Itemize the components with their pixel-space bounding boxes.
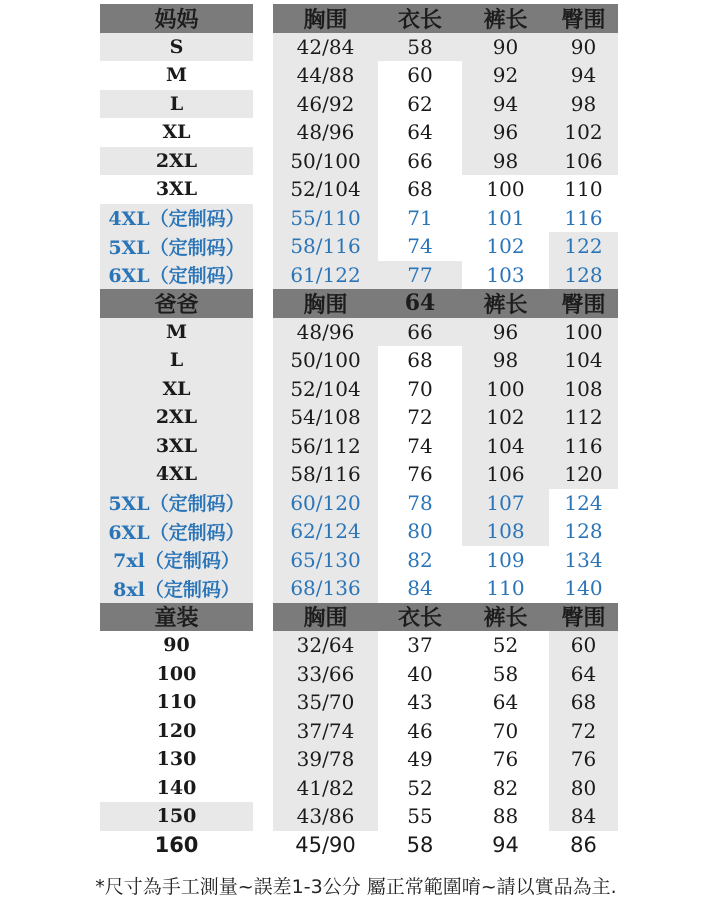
chest-cell: 37/74 <box>273 717 378 746</box>
chest-cell: 61/122 <box>273 261 378 290</box>
size-cell: 6XL（定制码） <box>100 261 253 290</box>
hip-cell: 72 <box>549 717 618 746</box>
dad-header-pants: 裤长 <box>462 289 549 318</box>
length-cell: 40 <box>378 660 462 689</box>
dad-header-row <box>100 289 618 318</box>
size-cell: 110 <box>100 688 253 717</box>
length-cell: 76 <box>378 460 462 489</box>
pants-cell: 100 <box>462 375 549 404</box>
size-cell: 5XL（定制码） <box>100 489 253 518</box>
length-cell: 68 <box>378 346 462 375</box>
hip-cell: 116 <box>549 204 618 233</box>
size-cell: 3XL <box>100 432 253 461</box>
pants-cell: 103 <box>462 261 549 290</box>
table-row <box>100 346 618 375</box>
table-row <box>100 489 618 518</box>
pants-cell: 98 <box>462 147 549 176</box>
chest-cell: 65/130 <box>273 546 378 575</box>
table-row <box>100 232 618 261</box>
hip-cell: 140 <box>549 574 618 603</box>
mom-header-category: 妈妈 <box>100 4 253 33</box>
pants-cell: 101 <box>462 204 549 233</box>
table-row <box>100 61 618 90</box>
size-cell: 3XL <box>100 175 253 204</box>
kids-header-row <box>100 603 618 632</box>
table-row <box>100 460 618 489</box>
table-row <box>100 574 618 603</box>
chest-cell: 52/104 <box>273 175 378 204</box>
chest-cell: 60/120 <box>273 489 378 518</box>
length-cell: 74 <box>378 432 462 461</box>
hip-cell: 108 <box>549 375 618 404</box>
length-cell: 46 <box>378 717 462 746</box>
hip-cell: 64 <box>549 660 618 689</box>
size-cell: M <box>100 61 253 90</box>
table-row <box>100 147 618 176</box>
hip-cell: 84 <box>549 802 618 831</box>
size-cell: 7xl（定制码） <box>100 546 253 575</box>
size-cell: 4XL <box>100 460 253 489</box>
length-cell: 70 <box>378 375 462 404</box>
table-row <box>100 688 618 717</box>
table-row <box>100 717 618 746</box>
table-row <box>100 660 618 689</box>
pants-cell: 64 <box>462 688 549 717</box>
length-cell: 49 <box>378 745 462 774</box>
dad-header-chest: 胸围 <box>273 289 378 318</box>
hip-cell: 98 <box>549 90 618 119</box>
length-cell: 74 <box>378 232 462 261</box>
table-row <box>100 318 618 347</box>
mom-header-pants: 裤长 <box>462 4 549 33</box>
hip-cell: 134 <box>549 546 618 575</box>
chest-cell: 55/110 <box>273 204 378 233</box>
table-row <box>100 831 618 860</box>
pants-cell: 82 <box>462 774 549 803</box>
pants-cell: 52 <box>462 631 549 660</box>
chest-cell: 48/96 <box>273 118 378 147</box>
length-cell: 66 <box>378 147 462 176</box>
table-row <box>100 432 618 461</box>
chest-cell: 39/78 <box>273 745 378 774</box>
length-cell: 78 <box>378 489 462 518</box>
size-cell: 2XL <box>100 403 253 432</box>
chest-cell: 35/70 <box>273 688 378 717</box>
hip-cell: 106 <box>549 147 618 176</box>
length-cell: 60 <box>378 61 462 90</box>
pants-cell: 92 <box>462 61 549 90</box>
size-cell: M <box>100 318 253 347</box>
length-cell: 55 <box>378 802 462 831</box>
length-cell: 80 <box>378 517 462 546</box>
chest-cell: 45/90 <box>273 831 378 860</box>
hip-cell: 110 <box>549 175 618 204</box>
hip-cell: 124 <box>549 489 618 518</box>
size-cell: XL <box>100 375 253 404</box>
table-row <box>100 175 618 204</box>
chest-cell: 54/108 <box>273 403 378 432</box>
hip-cell: 80 <box>549 774 618 803</box>
dad-header-hip: 臀围 <box>549 289 618 318</box>
size-cell: 160 <box>100 831 253 860</box>
length-cell: 64 <box>378 118 462 147</box>
table-row <box>100 33 618 62</box>
chest-cell: 44/88 <box>273 61 378 90</box>
pants-cell: 109 <box>462 546 549 575</box>
chest-cell: 56/112 <box>273 432 378 461</box>
length-cell: 82 <box>378 546 462 575</box>
chest-cell: 58/116 <box>273 232 378 261</box>
pants-cell: 58 <box>462 660 549 689</box>
length-cell: 62 <box>378 90 462 119</box>
size-cell: L <box>100 90 253 119</box>
length-cell: 66 <box>378 318 462 347</box>
hip-cell: 68 <box>549 688 618 717</box>
size-cell: 100 <box>100 660 253 689</box>
hip-cell: 128 <box>549 261 618 290</box>
mom-header-chest: 胸围 <box>273 4 378 33</box>
length-cell: 72 <box>378 403 462 432</box>
length-cell: 52 <box>378 774 462 803</box>
table-row <box>100 375 618 404</box>
dad-header-category: 爸爸 <box>100 289 253 318</box>
pants-cell: 102 <box>462 403 549 432</box>
size-cell: 8xl（定制码） <box>100 574 253 603</box>
pants-cell: 102 <box>462 232 549 261</box>
pants-cell: 90 <box>462 33 549 62</box>
chest-cell: 50/100 <box>273 346 378 375</box>
pants-cell: 76 <box>462 745 549 774</box>
size-cell: 140 <box>100 774 253 803</box>
size-cell: 6XL（定制码） <box>100 517 253 546</box>
hip-cell: 102 <box>549 118 618 147</box>
length-cell: 77 <box>378 261 462 290</box>
chest-cell: 52/104 <box>273 375 378 404</box>
pants-cell: 98 <box>462 346 549 375</box>
size-cell: 90 <box>100 631 253 660</box>
size-cell: L <box>100 346 253 375</box>
pants-cell: 70 <box>462 717 549 746</box>
mom-header-length: 衣长 <box>378 4 462 33</box>
table-row <box>100 403 618 432</box>
chest-cell: 58/116 <box>273 460 378 489</box>
hip-cell: 86 <box>549 831 618 860</box>
chest-cell: 62/124 <box>273 517 378 546</box>
pants-cell: 108 <box>462 517 549 546</box>
chest-cell: 50/100 <box>273 147 378 176</box>
chest-cell: 33/66 <box>273 660 378 689</box>
hip-cell: 76 <box>549 745 618 774</box>
table-row <box>100 802 618 831</box>
table-row <box>100 745 618 774</box>
table-row <box>100 90 618 119</box>
size-cell: XL <box>100 118 253 147</box>
pants-cell: 104 <box>462 432 549 461</box>
hip-cell: 112 <box>549 403 618 432</box>
length-cell: 58 <box>378 33 462 62</box>
length-cell: 84 <box>378 574 462 603</box>
dad-header-length: 64 <box>378 289 462 318</box>
chest-cell: 68/136 <box>273 574 378 603</box>
hip-cell: 120 <box>549 460 618 489</box>
mom-header-hip: 臀围 <box>549 4 618 33</box>
chest-cell: 42/84 <box>273 33 378 62</box>
size-cell: S <box>100 33 253 62</box>
pants-cell: 96 <box>462 118 549 147</box>
hip-cell: 128 <box>549 517 618 546</box>
measurement-note: *尺寸為手工測量~誤差1-3公分 屬正常範圍唷~請以實品為主. <box>95 876 617 898</box>
length-cell: 43 <box>378 688 462 717</box>
size-cell: 2XL <box>100 147 253 176</box>
kids-header-hip: 臀围 <box>549 603 618 632</box>
kids-header-length: 衣长 <box>378 603 462 632</box>
pants-cell: 110 <box>462 574 549 603</box>
size-cell: 4XL（定制码） <box>100 204 253 233</box>
chest-cell: 32/64 <box>273 631 378 660</box>
hip-cell: 90 <box>549 33 618 62</box>
pants-cell: 94 <box>462 831 549 860</box>
mom-header-row <box>100 4 618 33</box>
kids-header-chest: 胸围 <box>273 603 378 632</box>
chest-cell: 41/82 <box>273 774 378 803</box>
pants-cell: 96 <box>462 318 549 347</box>
kids-header-pants: 裤长 <box>462 603 549 632</box>
hip-cell: 116 <box>549 432 618 461</box>
size-cell: 5XL（定制码） <box>100 232 253 261</box>
pants-cell: 106 <box>462 460 549 489</box>
kids-header-category: 童装 <box>100 603 253 632</box>
hip-cell: 122 <box>549 232 618 261</box>
table-row <box>100 774 618 803</box>
length-cell: 58 <box>378 831 462 860</box>
size-cell: 120 <box>100 717 253 746</box>
hip-cell: 60 <box>549 631 618 660</box>
chest-cell: 48/96 <box>273 318 378 347</box>
table-row <box>100 631 618 660</box>
length-cell: 71 <box>378 204 462 233</box>
pants-cell: 100 <box>462 175 549 204</box>
chest-cell: 46/92 <box>273 90 378 119</box>
table-row <box>100 204 618 233</box>
hip-cell: 100 <box>549 318 618 347</box>
table-row <box>100 517 618 546</box>
table-row <box>100 261 618 290</box>
table-row <box>100 118 618 147</box>
length-cell: 37 <box>378 631 462 660</box>
hip-cell: 104 <box>549 346 618 375</box>
chest-cell: 43/86 <box>273 802 378 831</box>
pants-cell: 107 <box>462 489 549 518</box>
hip-cell: 94 <box>549 61 618 90</box>
pants-cell: 94 <box>462 90 549 119</box>
size-cell: 130 <box>100 745 253 774</box>
size-cell: 150 <box>100 802 253 831</box>
pants-cell: 88 <box>462 802 549 831</box>
table-row <box>100 546 618 575</box>
length-cell: 68 <box>378 175 462 204</box>
